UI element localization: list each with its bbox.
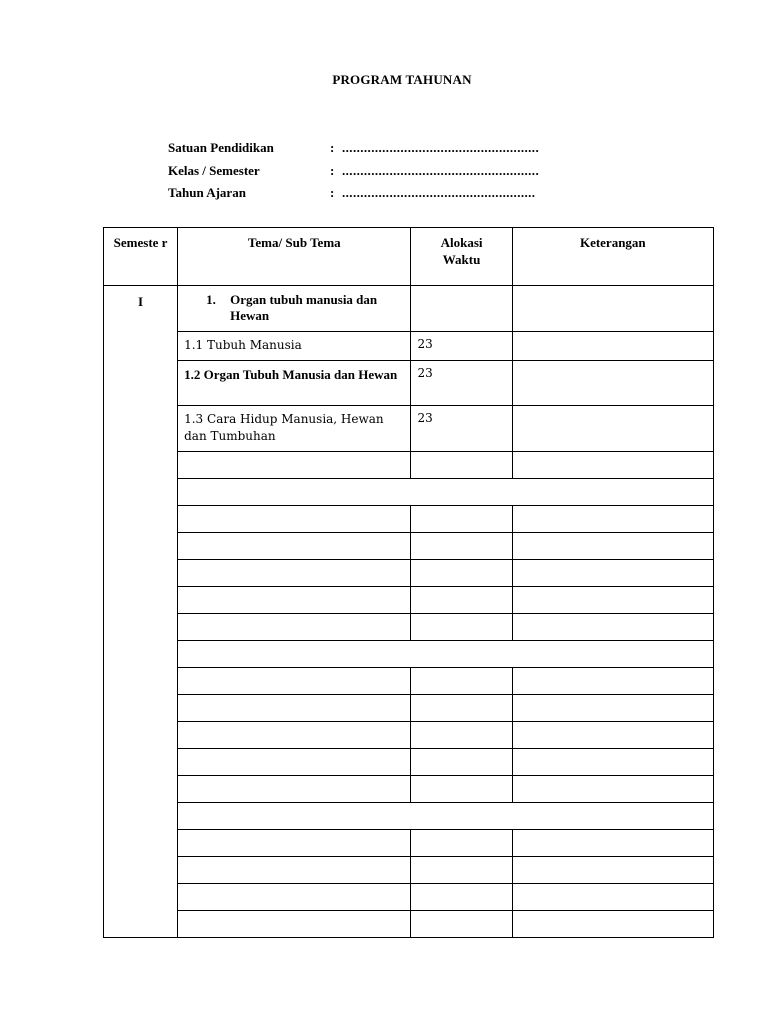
keterangan-cell bbox=[512, 614, 713, 641]
program-table bbox=[103, 227, 714, 938]
alokasi-cell bbox=[411, 857, 512, 884]
table-row bbox=[104, 506, 714, 533]
keterangan-cell bbox=[512, 695, 713, 722]
table-row bbox=[104, 406, 714, 452]
alokasi-cell bbox=[411, 722, 512, 749]
table-row bbox=[104, 695, 714, 722]
subtheme-cell bbox=[178, 857, 411, 884]
keterangan-cell bbox=[512, 286, 713, 332]
header-tema: Tema/ Sub Tema bbox=[178, 228, 411, 286]
main-theme-label: Organ tubuh manusia dan Hewan bbox=[230, 292, 378, 323]
subtheme-cell bbox=[178, 587, 411, 614]
subtheme-cell bbox=[178, 749, 411, 776]
info-row-kelas-semester bbox=[168, 160, 539, 183]
info-colon: : bbox=[330, 140, 335, 156]
info-value: ...................................................... bbox=[342, 162, 540, 178]
keterangan-cell bbox=[512, 560, 713, 587]
alokasi-cell bbox=[411, 830, 512, 857]
info-label: Kelas / Semester bbox=[168, 162, 260, 178]
keterangan-cell bbox=[512, 587, 713, 614]
table-row bbox=[104, 857, 714, 884]
header-alokasi: Alokasi Waktu bbox=[411, 228, 512, 286]
subtheme-cell bbox=[178, 560, 411, 587]
keterangan-cell bbox=[512, 749, 713, 776]
info-colon: : bbox=[330, 185, 335, 201]
main-theme-number: 1. bbox=[206, 292, 216, 307]
keterangan-cell bbox=[512, 361, 713, 406]
keterangan-cell bbox=[512, 722, 713, 749]
info-label: Satuan Pendidikan bbox=[168, 140, 274, 156]
table-row bbox=[104, 668, 714, 695]
alokasi-cell bbox=[411, 452, 512, 479]
table-row bbox=[104, 587, 714, 614]
table-row bbox=[104, 452, 714, 479]
alokasi-cell: 23 bbox=[411, 332, 512, 361]
table-row bbox=[104, 332, 714, 361]
alokasi-cell bbox=[411, 506, 512, 533]
table-row bbox=[104, 776, 714, 803]
keterangan-cell bbox=[512, 452, 713, 479]
subtheme-cell bbox=[178, 884, 411, 911]
table-row bbox=[104, 722, 714, 749]
subtheme-cell bbox=[178, 506, 411, 533]
alokasi-cell: 23 bbox=[411, 406, 512, 452]
identity-info-block bbox=[168, 137, 539, 205]
alokasi-cell bbox=[411, 776, 512, 803]
merged-cell bbox=[178, 479, 714, 506]
table-row bbox=[104, 911, 714, 938]
subtheme-cell bbox=[178, 911, 411, 938]
info-colon: : bbox=[330, 162, 335, 178]
subtheme-cell bbox=[178, 776, 411, 803]
subtheme-cell bbox=[178, 614, 411, 641]
subtheme-cell bbox=[178, 722, 411, 749]
table-row bbox=[104, 560, 714, 587]
semester-cell: I bbox=[104, 286, 178, 938]
keterangan-cell bbox=[512, 533, 713, 560]
table-row-merged bbox=[104, 803, 714, 830]
subtheme-cell: 1.2 Organ Tubuh Manusia dan Hewan bbox=[178, 361, 411, 406]
alokasi-cell bbox=[411, 614, 512, 641]
info-value: ...................................................... bbox=[342, 140, 540, 156]
alokasi-cell bbox=[411, 560, 512, 587]
keterangan-cell bbox=[512, 332, 713, 361]
table-row-main-theme bbox=[104, 286, 714, 332]
main-theme-cell bbox=[178, 286, 411, 332]
info-value: ..................................................... bbox=[342, 185, 536, 201]
subtheme-cell bbox=[178, 695, 411, 722]
subtheme-cell bbox=[178, 830, 411, 857]
alokasi-cell bbox=[411, 286, 512, 332]
alokasi-cell: 23 bbox=[411, 361, 512, 406]
table-row bbox=[104, 361, 714, 406]
merged-cell bbox=[178, 641, 714, 668]
alokasi-cell bbox=[411, 884, 512, 911]
table-row-merged bbox=[104, 479, 714, 506]
keterangan-cell bbox=[512, 506, 713, 533]
info-label: Tahun Ajaran bbox=[168, 185, 246, 201]
keterangan-cell bbox=[512, 406, 713, 452]
keterangan-cell bbox=[512, 776, 713, 803]
subtheme-cell: 1.1 Tubuh Manusia bbox=[178, 332, 411, 361]
subtheme-cell bbox=[178, 668, 411, 695]
header-semester: Semeste r bbox=[104, 228, 178, 286]
table-row bbox=[104, 533, 714, 560]
keterangan-cell bbox=[512, 911, 713, 938]
subtheme-cell bbox=[178, 452, 411, 479]
alokasi-cell bbox=[411, 749, 512, 776]
keterangan-cell bbox=[512, 884, 713, 911]
page-title: PROGRAM TAHUNAN bbox=[332, 72, 472, 87]
alokasi-cell bbox=[411, 587, 512, 614]
keterangan-cell bbox=[512, 668, 713, 695]
info-row-tahun-ajaran bbox=[168, 182, 539, 205]
table-row bbox=[104, 884, 714, 911]
table-row bbox=[104, 614, 714, 641]
keterangan-cell bbox=[512, 857, 713, 884]
alokasi-cell bbox=[411, 533, 512, 560]
info-row-satuan-pendidikan bbox=[168, 137, 539, 160]
header-keterangan: Keterangan bbox=[512, 228, 713, 286]
table-row bbox=[104, 830, 714, 857]
subtheme-cell bbox=[178, 533, 411, 560]
alokasi-cell bbox=[411, 911, 512, 938]
merged-cell bbox=[178, 803, 714, 830]
alokasi-cell bbox=[411, 668, 512, 695]
table-header-row bbox=[104, 228, 714, 286]
keterangan-cell bbox=[512, 830, 713, 857]
table-row-merged bbox=[104, 641, 714, 668]
subtheme-cell: 1.3 Cara Hidup Manusia, Hewan dan Tumbuhan bbox=[178, 406, 411, 452]
alokasi-cell bbox=[411, 695, 512, 722]
table-row bbox=[104, 749, 714, 776]
